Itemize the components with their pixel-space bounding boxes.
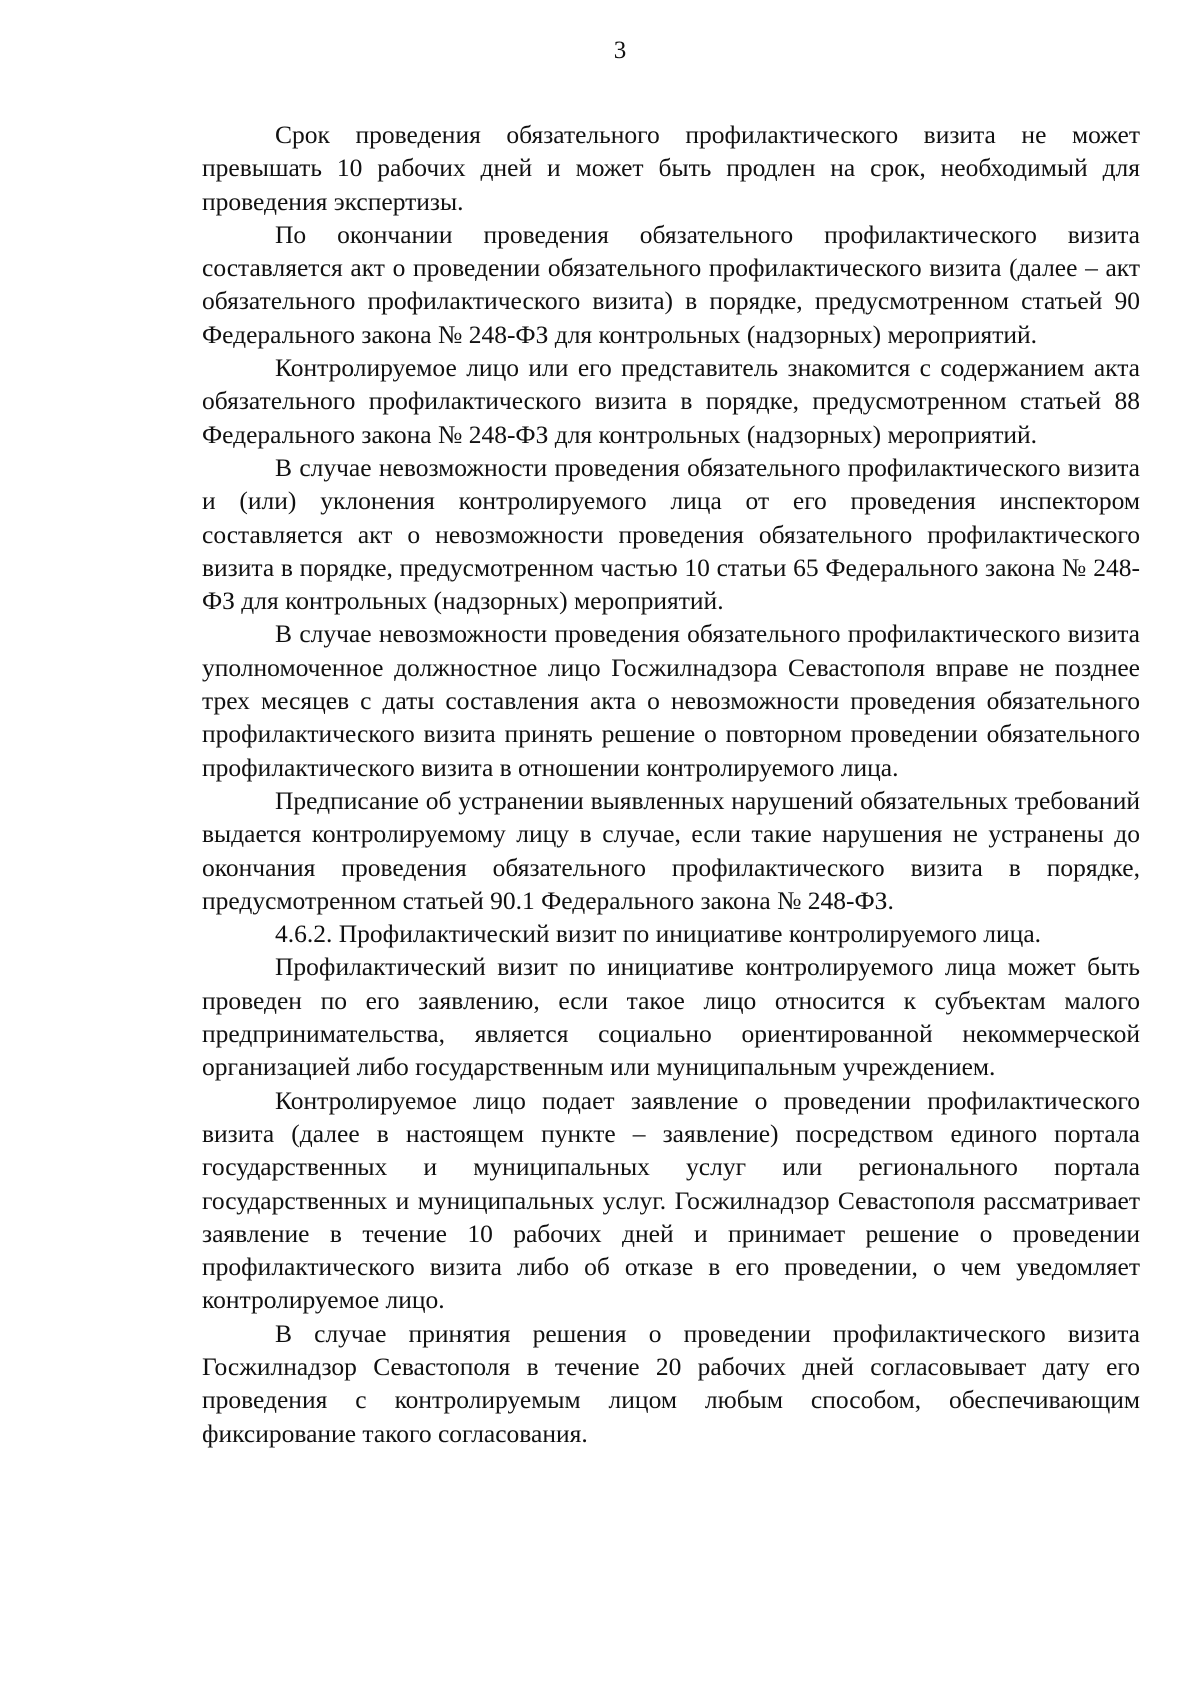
paragraph-act-familiarization: Контролируемое лицо или его представитель знакомится с содержанием акта обязательного профилактического визита в порядке, предусмотренном статьей 88 Федерального закона № 248-ФЗ для контрольных (надзорных) мероприятий. — [202, 353, 1140, 449]
paragraph-application: Контролируемое лицо подает заявление о проведении профилактического визита (далее в настоящем пункте – заявление) посредством единого портала государственных и муниципальных услуг или регионального портала государственных и муниципальных услуг. Госжилнадзор Севастополя рассматривает заявление в течение 10 рабочих дней и принимает решение о проведении профилактического визита либо об отказе в его проведении, о чем уведомляет контролируемое лицо. — [202, 1085, 1140, 1315]
paragraph-initiative-visit: Профилактический визит по инициативе контролируемого лица может быть проведен по его заявлению, если такое лицо относится к субъектам малого предпринимательства, является социально ориентированной некоммерческой организацией либо государственным или муниципальным учреждением. — [202, 952, 1140, 1082]
paragraph-prescription: Предписание об устранении выявленных нарушений обязательных требований выдается контролируемому лицу в случае, если такие нарушения не устранены до окончания проведения обязательного профилактического визита в порядке, предусмотренном статьей 90.1 Федерального закона № 248-ФЗ. — [202, 785, 1140, 915]
paragraph-visit-duration: Срок проведения обязательного профилактического визита не может превышать 10 рабочих дней и может быть продлен на срок, необходимый для проведения экспертизы. — [202, 120, 1140, 216]
paragraph-visit-act: По окончании проведения обязательного профилактического визита составляется акт о проведении обязательного профилактического визита (далее – акт обязательного профилактического визита) в порядке, предусмотренном статьей 90 Федерального закона № 248-ФЗ для контрольных (надзорных) мероприятий. — [202, 219, 1140, 349]
section-heading-4-6-2: 4.6.2. Профилактический визит по инициативе контролируемого лица. — [275, 919, 1042, 949]
paragraph-impossibility-act: В случае невозможности проведения обязательного профилактического визита и (или) уклонения контролируемого лица от его проведения инспектором составляется акт о невозможности проведения обязательного профилактического визита в порядке, предусмотренном частью 10 статьи 65 Федерального закона № 248-ФЗ для контрольных (надзорных) мероприятий. — [202, 452, 1140, 616]
document-body — [202, 118, 1140, 1450]
paragraph-repeat-visit: В случае невозможности проведения обязательного профилактического визита уполномоченное должностное лицо Госжилнадзора Севастополя вправе не позднее трех месяцев с даты составления акта о невозможности проведения обязательного профилактического визита принять решение о повторном проведении обязательного профилактического визита в отношении контролируемого лица. — [202, 619, 1140, 782]
page-number: 3 — [613, 37, 627, 64]
paragraph-date-agreement: В случае принятия решения о проведении профилактического визита Госжилнадзор Севастополя в течение 20 рабочих дней согласовывает дату его проведения с контролируемым лицом любым способом, обеспечивающим фиксирование такого согласования. — [202, 1318, 1140, 1448]
